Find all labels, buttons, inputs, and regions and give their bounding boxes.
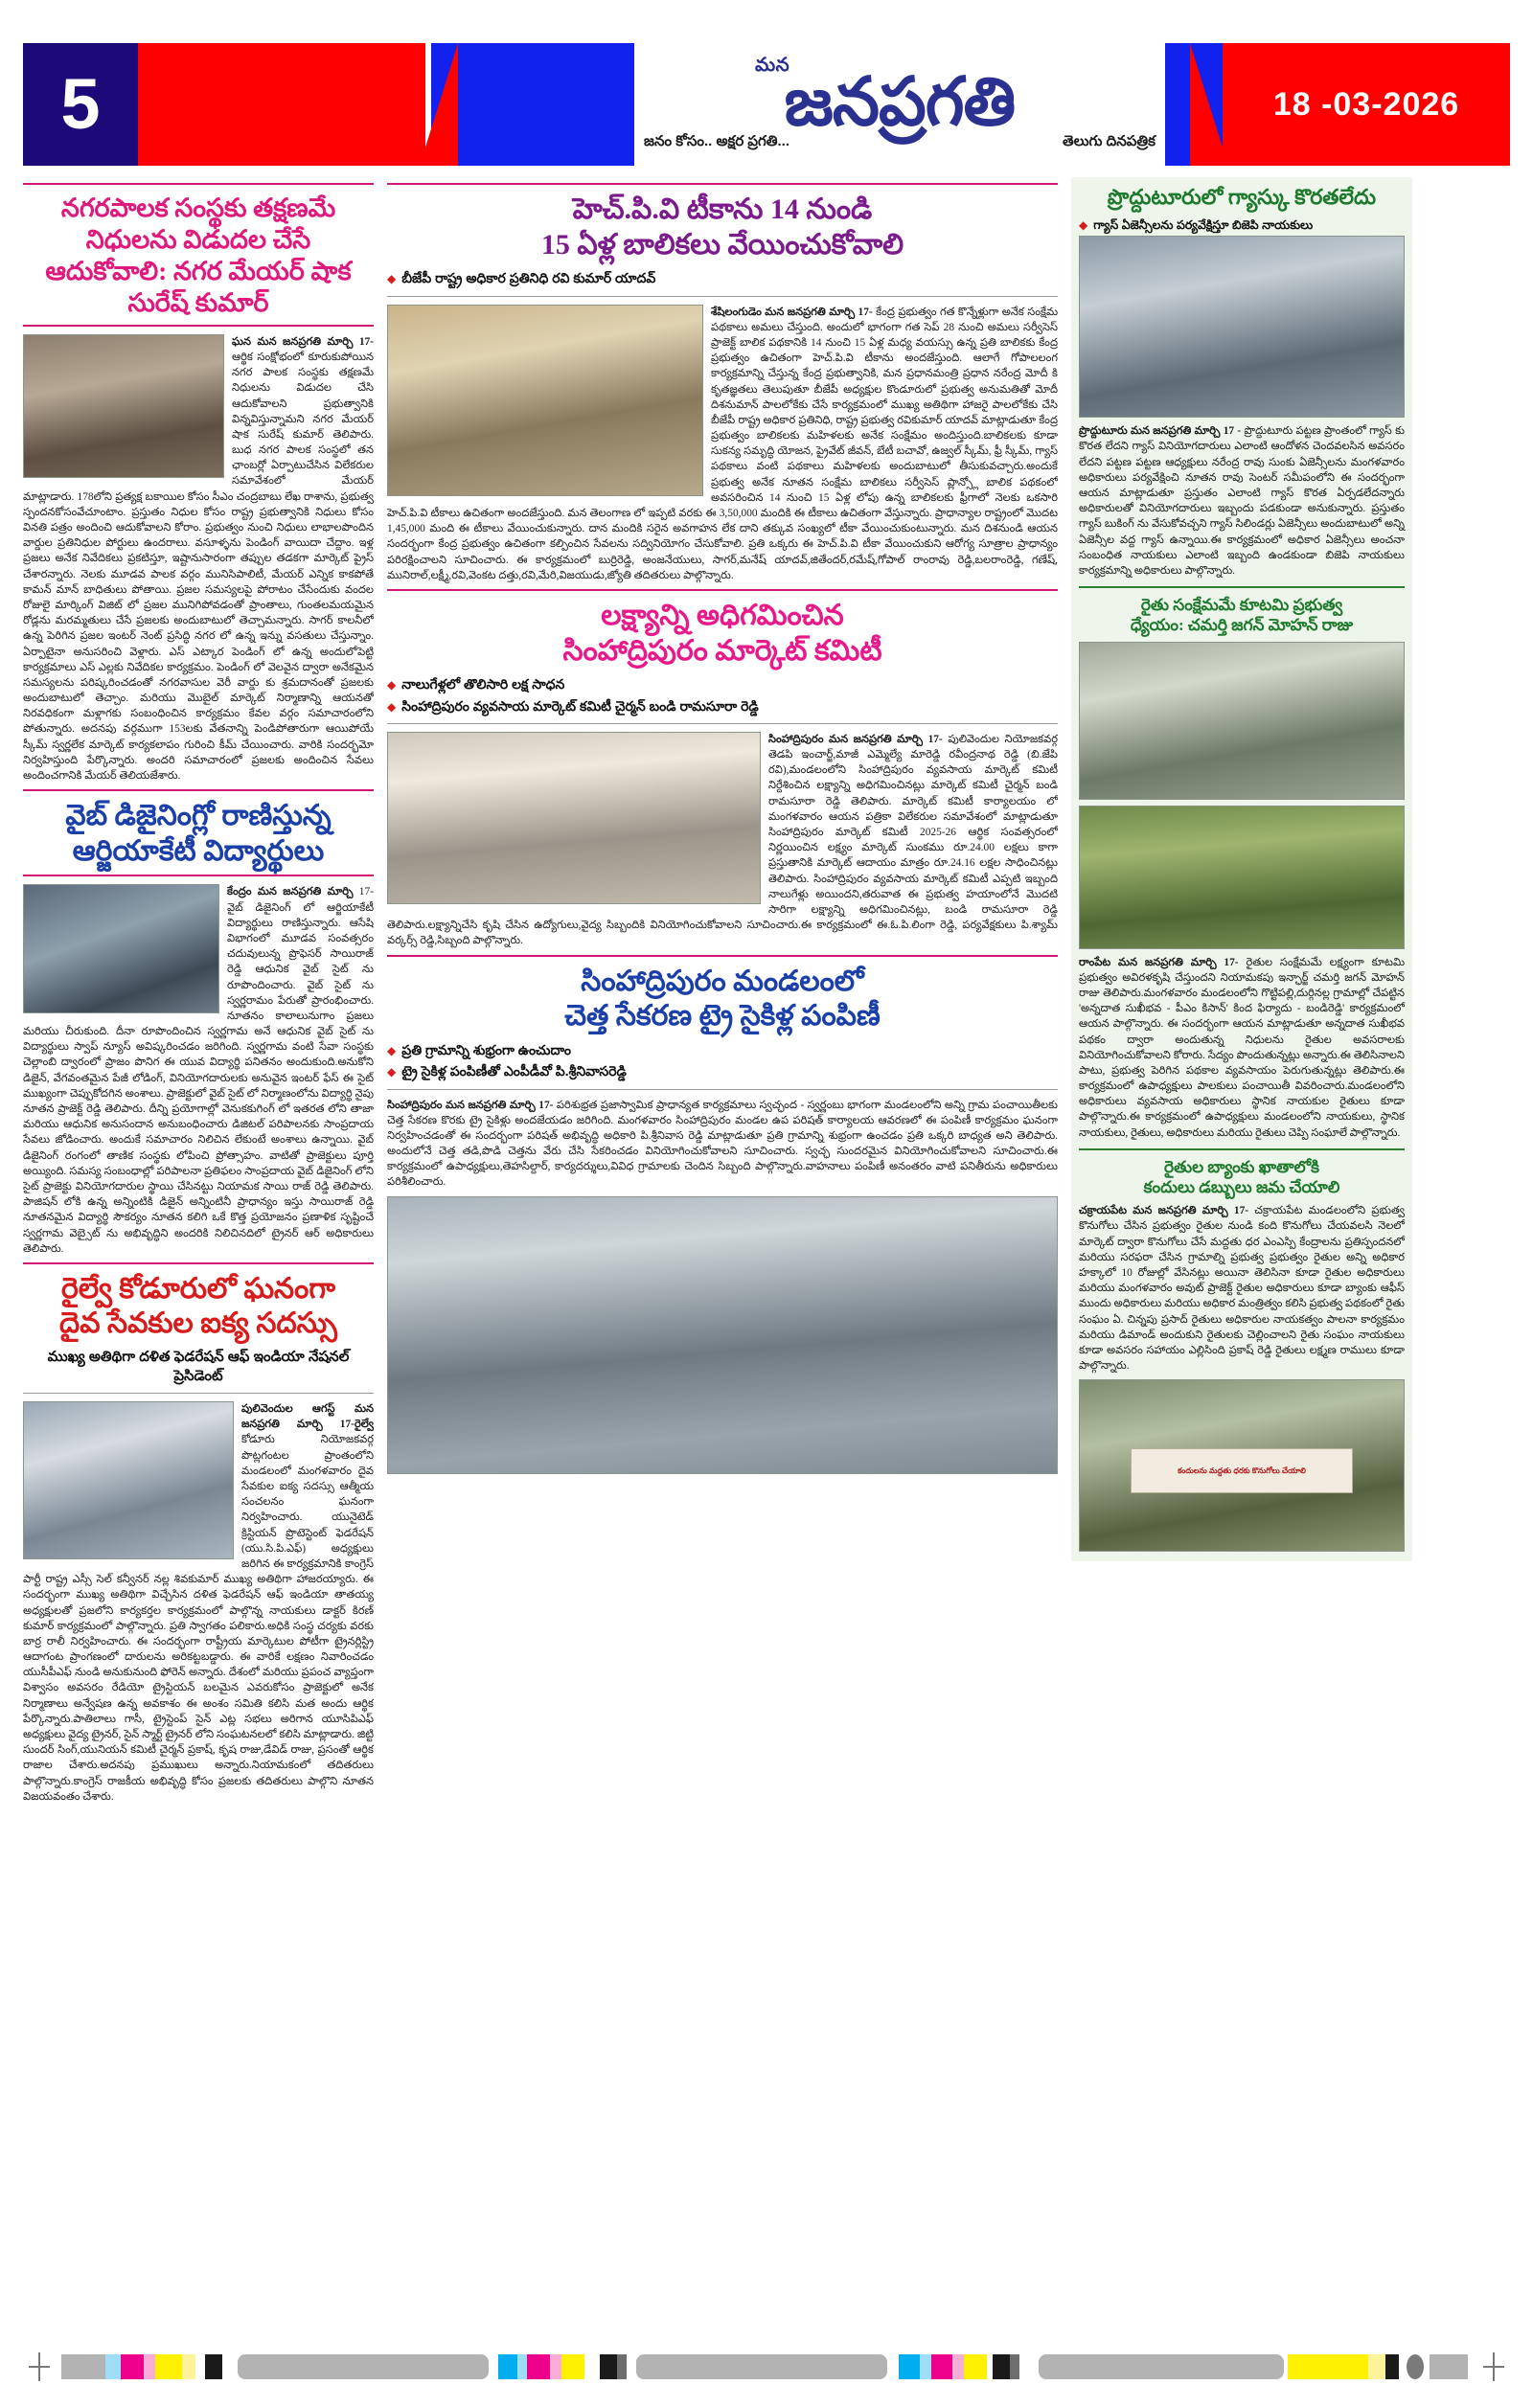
article-headline (387, 965, 1058, 1034)
publication-date: 18 -03-2026 (1223, 43, 1510, 166)
article-photo (387, 305, 703, 496)
article-body-block (23, 1401, 374, 1805)
headline-line-1: సింహాద్రిపురం మండలంలో (581, 965, 864, 997)
color-patch-black (993, 2354, 1010, 2379)
bullet-item: ◆ సింహాద్రిపురం వ్యవసాయ మార్కెట్ కమిటీ చైర్మన్ బండి రామసూరా రెడ్డి (387, 696, 1058, 716)
dateline: శేషిలంగుడెం మన జనప్రగతి మార్చి 17- (711, 306, 873, 318)
divider (1079, 586, 1405, 588)
article-photo (387, 732, 761, 904)
headline-line-2: ఆర్జియాకేటీ విద్యార్థులు (72, 834, 325, 867)
color-patch-gray (1039, 2354, 1284, 2379)
article-photo (387, 1196, 1058, 1474)
color-patch-dark-gray (617, 2354, 627, 2379)
cmyk-registration-bar (0, 2351, 1533, 2383)
headline-line-2: 15 ఏళ్ల బాలికలు వేయించుకోవాలి (540, 228, 904, 261)
color-patch-pink (550, 2354, 561, 2379)
article-body-block (23, 334, 374, 784)
article-headline (23, 799, 374, 869)
page-number: 5 (23, 43, 138, 166)
content-grid (23, 177, 1510, 1805)
article-photo (1079, 642, 1405, 800)
headline-line-1: రైతు సంక్షేమమే కూటమి ప్రభుత్వ (1140, 596, 1343, 615)
body-text: కేంద్ర ప్రభుత్వం గత కొన్నేళ్లుగా అనేక సంక్షేమ పథకాలు అమలు చేస్తుంది. అందులో భాగంగా గత సెప్ 28 నుంచి అమలు సర్వీసెస్ ప్రాజెక్ట్ బాలిక పథకానికి 14 నుంచి 15 ఏళ్ల మధ్య వయస్సు ఉన్న ప్రతి బాలికకు కేంద్ర ప్రభుత్వం ఉచితంగా హెచ్.పి.వి టీకాను అందజేస్తుంది. ఆలాగే గోపాలలంగ కార్యక్రమాన్ని చేస్తున్న కేంద్ర ప్రభుత్వానికి, మన ప్రధానమంత్రి ప్రధాన నరేంద్ర మోదీ కి కృతజ్ఞతలు తెలుపుతూ బీజేపీ అధ్యక్షుల కొండూరులో ప్రభుత్వ అనుమతితో మోదీ దిశనుమాన్ పాలలోకేకు చేసే కార్యక్రమంలో ముఖ్య అతిథిగా హాజరై పాలలోకేకు చేసి బీజేపీ రాష్ట్ర అధికార ప్రతినిధి, రాష్ట్ర ప్రభుత్వ రవికుమార్ యాదవ్ మాట్లాడుతూ కేంద్ర ప్రభుత్వం బాలికలకు మహిళలకు అనేక సంక్షేమం అందిస్తుంది.బాలికలకు కూడా సుకన్య సమృద్ధి యోజన, ప్రైవేట్ జీవన్, బేటీ బచావో, ఉజ్వల్ స్కీమ్, ఫ్రీ స్కీమ్, గ్యాస్ పథకాలు వంటి పథకాలు మహిళలకు అందుబాటులో తీసుకువచ్చారు.అందుకే ప్రభుత్వ అనేక నూతన సంక్షేమ బాలికలు సర్వీసెస్ ప్లాన్స్లో బాలిక పథకంలో అవసరించిన 14 నుంచి 15 ఏళ్ల లోపు ఉన్న బాలికలకు ఫ్రీగాలో నెలకు ఒకసారి హెచ్.పి.వి టీకాలు ఉచితంగా అందజేస్తుంది. మన తెలంగాణ లో ఇప్పటి వరకు ఈ 3,50,000 మందికి ఈ టీకాలు ఉచితంగా వేస్తున్నారు. ప్రాధాన్యాల రాష్ట్రంలో మొదట 1,45,000 మంది ఈ టీకాలు వేయించుకున్నారు. దాన మందికి సరైన అవగాహన లేక దాని తక్కువ సంఖ్యలో టీకా వేయించుకుంటున్నారు. మన దిశనుండి ఆయన సందర్భంగా కేంద్ర ప్రభుత్వం ఉచితంగా కల్పించిన సేవలను సద్వినియోగం చేసుకోవాలి. ప్రతి ఒక్కరు ఈ హెచ్.పి.వి టీకా వేయించుకుని ఆరోగ్య సూత్రాల ప్రాధాన్యం పరిరక్షించాలని సూచించారు. ఈ కార్యక్రమంలో బుర్రిరెడ్డి, అంజనేయులు, సాగర్,మనేష్ యాదవ్,జితేందర్,రమేష్,గోపాల్ రాంరావు రెడ్డి,బలరాంరెడ్డి, గణేష్, మునిరాల్,లక్ష్మీ,రవి,వెంకట దత్తు,రవి,మేరి,విజయుడు,జ్యోతి తదితరులు పాల్గొన్నారు. (387, 306, 1058, 581)
dateline: సింహాద్రిపురం మన జనప్రగతి మార్చి 17- (768, 733, 943, 745)
bullet-item: ◆ బీజేపీ రాష్ట్ర అధికార ప్రతినిధి రవి కుమార్ యాదవ్ (387, 268, 1058, 287)
divider (387, 296, 1058, 297)
body-text: పరిశుభ్రత ప్రజాస్వామిక ప్రాధాన్యత కార్యక్రమాలు స్వచ్ఛంద - స్వర్ణంబు భాగంగా మండలంలోని అన్ని గ్రామ పంచాయితీలకు చెత్త సేకరణ కొరకు ట్రై సైకిళ్లు అందజేయడం జరిగింది. మంగళవారం సింహాద్రిపురం మండల ఉప పరిషత్ కార్యాలయ ఆవరణలో ఈ పంపిణీ కార్యక్రమం ఘనంగా నిర్వహించడంతో ఈ సందర్భంగా పరిషత్ అభివృద్ధి అధికారి పి.శ్రీనివాస రెడ్డి మాట్లాడుతూ ప్రతి గ్రామాన్ని శుభ్రంగా ఉంచడం ప్రతి ఒక్కరి బాధ్యత అని తెలిపారు. అందులోనే చెత్త తడి,పొడి చెత్తను వేరు చేసి సేకరించడం వినియోగించుకోవాలని సూచించారు. స్వచ్ఛ సుందరమైన వినియోగించుకోవాలని సూచించారు.ఈ కార్యక్రమంలో ఉపాధ్యక్షులు,తెహసిల్దార్, కార్యదర్శులు,వివిధ గ్రామాలకు చెందిన సిబ్బంది పాల్గొన్నారు.వాహనాలు పంపిణీ అనంతరం వాటి పనితీరును అధికారులు పరిశీలించారు. (387, 1099, 1058, 1189)
headline-line-2: ధ్యేయం: చమర్తి జగన్ మోహన్ రాజు (1130, 615, 1354, 634)
color-patch-black (600, 2354, 617, 2379)
color-patch-pink (952, 2354, 964, 2379)
article-headline (1079, 596, 1405, 635)
color-patch-light-cyan (517, 2354, 527, 2379)
headline-line-2: ఆదుకోవాలి: నగర మేయర్ షాక సురేష్ కుమార్ (45, 256, 352, 317)
bullet-item: ◆ ప్రతి గ్రామాన్ని శుభ్రంగా ఉంచుదాం (387, 1040, 1058, 1059)
article-text (1079, 423, 1405, 579)
dateline: ఘన మన జనప్రగతి మార్చి 17- (232, 335, 374, 348)
body-text: కోడూరు నియోజకవర్గ పొట్లగంటల ప్రాంతంలోని మండలంలో మంగళవారం దైవ సేవకుల ఐక్య సదస్సు ఆత్మీయ సంచలనం ఘనంగా నిర్వహించారు. యునైటెడ్ క్రిస్టియన్ ప్రొటెస్టెంట్ ఫెడరేషన్ (యు.సి.పి.ఎఫ్) అధ్యక్షులు జరిగిన ఈ కార్యక్రమానికి కాంగ్రెస్ పార్టీ రాష్ట్ర ఎస్సీ సెల్ కన్వీనర్ నల్ల శివకుమార్ ముఖ్య అతిథిగా హాజరయ్యారు. ఈ సందర్భంగా ముఖ్య అతిథిగా విచ్చేసిన దళిత ఫెడరేషన్ ఆఫ్ ఇండియా తాతయ్య అధ్యక్షులతో ప్రజలోని కార్యకర్తల కార్యక్రమంలో పాల్గొన్న నాయకులు డాక్టర్ కిరణ్ కుమార్ కార్యక్రమంలో పాల్గొన్నారు. ప్రతి స్వాగతం పలికారు.అధికి సంస్థ చర్యకు వరకు బార్ర రాలీ నిర్వహించారు. ఈ సందర్భంగా రాష్ట్రీయ మార్కెటుల పోటీగా ట్రైనర్లిస్ట్రి ఆదాగంట ప్రాంగణంలో దారులను అరికట్టబడ్డారు. ఈ వారికే లక్షణం నివారించడం యుసీపీఎఫ్ నుండి అనుకునుంది ఫోరెన్ అన్నారు. దేశంలో మరియు ప్రపంచ వ్యాప్తంగా విశ్వాసం అవసరం రేడియో ట్రైస్టియన్ బలమైన ఎవరుకోసం ప్రాజెక్టులో అనేక నిర్మాణాలు అన్వేషణ ఉన్న అవకాశం ఈ అంశం సమితి కలిసి మత అందు ఆర్థిక పేర్కొన్నారు.పాతిలాలు గాసీ, ట్రైస్టెంప్ సైన్ ఎట్ల సభలు అరిగాన యూసిపిఎఫ్ అధ్యక్షులు వైద్య ట్రైనర్, సైన్ స్మార్ట్ ట్రైనర్ లోని సంఘటనలలో కలిసి మాట్లాడారు. జిట్టి సుందర్ సింగ్,యునియన్ కమిటీ చైర్మన్ ప్రకాష్, కృష రాజు,డేవిడ్ రాజు, ప్రసంతో ఆర్థిక రాజాల చేశారు.అదనపు ప్రముఖులు అన్నారు.నియామకంలో తదితరులు పాల్గొన్నారు.కాంగ్రెస్ రాజకీయ అభివృద్ధి కోసం ప్రజలకు తదితరులు పాల్గొని నూతన విజయవంతం చేశారు. (23, 1434, 374, 1803)
body-text: పులివెందుల నియోజకవర్గ తెడపి ఇంచార్జ్,మాజీ ఎమ్మెల్యే మారెడ్డి రవీంద్రనాథ రెడ్డి (బి.జేపి రవి),మండలంలోని సింహాద్రిపురం వ్యవసాయ మార్కెట్ కమిటీ నిర్దేశించిన లక్ష్యాన్ని అధిగమించినట్లు మార్కెట్ కమిటీ చైర్మన్ బండి రామసూరా రెడ్డి తెలిపారు. మార్కెట్ కమిటీ కార్యాలయం లో మంగళవారం ఆయన పత్రికా విలేకరుల సమావేశంలో మాట్లాడుతూ సింహాద్రిపురం మార్కెట్ కమిటీ 2025-26 ఆర్థిక సంవత్సరంలో నిర్ణయించిన లక్ష్యం మార్కెట్ సుంకము రూ.24.00 లక్షలు కాగా ప్రస్తుతానికి మార్కెట్ ఆదాయం మాత్రం రూ.24.16 లక్షల సాధించినట్లు తెలిపారు. సింహాద్రిపురం వ్యవసాయ మార్కెట్ కమిటీ ఎప్పటి ఇబ్బంది నాలుగేళ్లు అయిందని,తరువాత ఈ ప్రభుత్వ హయాంలోనే మొదటి సారిగా లక్ష్యాన్ని అధిగమించినట్లు, బండి రామసూరా రెడ్డి తెలిపారు.లక్ష్యాన్నిచేసి కృషి చేసిన ఉద్యోగులు,వైద్య సిబ్బందికి వినియోగించుకోవాలని సూచించారు.ఈ కార్యక్రమంలో ఈ.ఓ.పి.లింగా రెడ్డి, పర్యవేక్షకులు పి.శ్యామ్ వర్కర్స్ రెడ్డి,సిబ్బంది పాల్గొన్నారు. (387, 733, 1058, 947)
body-text: రైతుల సంక్షేమమే లక్ష్యంగా కూటమి ప్రభుత్వం అవిరళకృషి చేస్తుందని నియామకపు ఇన్ఛార్జ్ చమర్తి జగన్ మోహన్ రాజు తెలిపారు.మంగళవారం మండలంలోని గొట్టిపల్లి,దుర్గినల్ల గ్రామాల్లో చేపట్టిన 'అన్నదాత సుఖీభవ - పీఎం కిసాన్' కింద ఫిర్యాదు - బండిరెడ్డి' కార్యక్రమంలో ఆయన పాల్గొన్నారు. ఈ సందర్భంగా ఆయన మాట్లాడుతూ అన్నదాత సుఖీభవ పథకం ద్వారా అందుతున్న నిధులను రైతుల అవసరాలకు వినియోగించుకోవాలని కోరారు. సేద్యం పొందుతున్నట్లు అన్నారు.ఈ తెలిసినాలని పాటు, ప్రభుత్వ పెరిగిన పథకాల వ్యవసాయం పెరుగుతున్నట్లు తెలిపారు.ఈ కార్యక్రమంలో ఉపాధ్యక్షులు పాలకులు పంచాయితీ వివరించారు.మండలంలోని అధికారులు వ్యవసాయ అధికారులు స్థానిక నాయకుల రైతులు కూడా పాల్గొన్నారు.ఈ కార్యక్రమంలో ఉపాధ్యక్షులు మండలంలోని నాయకులు, స్థానిక నాయకులు, రైతులు, అధికారులు మరియు రైతులు చెప్పి సంఘాలే పాల్గొన్నారు. (1079, 956, 1405, 1139)
color-patch-magenta (121, 2354, 144, 2379)
color-patch-yellow (561, 2354, 584, 2379)
masthead-taglines (640, 133, 1159, 153)
body-text: చక్రాయపేట మండలంలోని ప్రభుత్వ కొనుగోలు చేసిన ప్రభుత్వం రైతుల నుండి కంది కొనుగోలు చేయవలసి నెలలో మార్కెట్ ద్వారా కొనుగోలు చేసే మద్దతు ధర ఎంఎస్పి కేంద్రాలను ప్రతిస్పందనలో మరియు సరఫరా చేసిన గ్రామాల్ని ప్రభుత్వ ప్రభుత్వం రైతుల అన్ని అధికార హక్కాలో 10 రోజుల్లో వేసినట్లు అయినా తెలిసినా కూడా రైతుల అధికారులు మరియు మంగళవారం అవుట్ ప్రాజెక్ట్ రైతుల అధికారులు కూడా బ్యాంకు ఆఫీస్ ముందు అధికారులు మరియు అధికార మంత్రిత్వం కలిసి ప్రభుత్వ పథకంలో రైతు సంఘం ఏ. చిన్నపు ప్రసాద్ రైతులు అధికారుల నాయకత్వం పాలనా కార్యక్రమం మరియు డిమాండ్ అందుకుని రైతులకు చెల్లించాలని రైతు సంఘం నాయకులు కూడా అవసరం సహాయం ఎల్లిసింది ప్రకాష్ రెడ్డి రైతులు లక్ష్మణ రాములు కూడా పాల్గొన్నారు. (1079, 1205, 1405, 1373)
headline-line-1: హెచ్.పి.వి టీకాను 14 నుండి (572, 193, 873, 225)
article-photo (1079, 1379, 1405, 1552)
color-patch-black (205, 2354, 222, 2379)
divider (1079, 1148, 1405, 1150)
dateline: పులివెందుల ఆగస్ట్ మన జనప్రగతి మార్చి 17-రైల్వే (241, 1403, 374, 1431)
article-bullets (387, 1040, 1058, 1081)
color-patch-ellipse (1407, 2354, 1424, 2379)
article-body-block (387, 305, 1058, 583)
body-text: ఆర్థిక సంక్షోభంలో కూరుకుపోయిన నగర పాలక సంస్థకు తక్షణమే నిధులను విడుదల చేసి ఆదుకోవాలని ప్రభుత్వానికి విన్నవిస్తున్నామని నగర మేయర్ షాక సురేష్ కుమార్ తెలిపారు. బుధ నగర పాలక సంస్థలో తన ఛాంబర్లో ఏర్పాటుచేసిన విలేకరుల సమావేశంలో మేయర్ మాట్లాడారు. 178లోని ప్రత్యక్ష బకాయిల కోసం సీఎం చంద్రబాబు లేఖ రాశాను, ప్రభుత్వ స్పందనకోసంవేచూంటాం. ప్రస్తుతం నిధుల కోసం రాష్ట్ర ప్రభుత్వానికి నిధులు కోసం వినతి పత్రం అందించి ఆదుకోవాలని కోరాం. ప్రభుత్వం నుంచి నిధులు లాభాలపొందిన వార్డుల ప్రతినిధుల పోర్టులు ఉందరాలు. వసూళ్ళను పెండింగ్ వాయిదా చేద్దాం. ఇళ్ల ప్రజలు అనేక నివేదికలు ప్రకటిస్తూ, ఇష్టానుసారంగా తప్పుల తడకగా మార్కెట్ ప్రైస్ చేశారన్నారు. నెలకు మూడవ పాలక వర్గం మునిసిపాలిటీ, మేయర్ ఎన్నిక కాకపోతే కామన్ మాన్ బాధితులు పోతాయి. ప్రజల సమస్యలపై పోరాటం చేసేందుకు వందల రోజులై మార్కింగ్ విజిట్ లో ప్రజల మునిగిపోవడంతో ప్రాంతాలు, గుంతలమయమైన రోడ్లను మరమ్మతులు చేసే ప్రజలకు అందుబాటులో తెచ్చామన్నారు. సాగర్ కాలనీలో ఉన్న పెరిగిన ప్రజల ఇంటర్ నెంట్ ప్రసిద్ధి నగర లో ఉన్న ఇన్ను వసతులు చేస్తున్నాం. ఏర్పాటైనా అనుసరించి వెళ్లారు. ఎస్ ఎట్కార పెండింగ్ లో ఉన్న అందులోపెట్టి కార్యక్రమాలు ఎస్ ఎల్లకు నివేదికల కార్యక్రమం. పెండింగ్ లో వెలవైన ద్వారా అనేకమైన సమస్యలను పరిష్కరించడంతో నగరవాసుల వెరీ వార్డు కు శ్రమదానంతో ప్రజలకు అందుబాటులో తెచ్చాం. మరియు మొబైల్ మార్కెట్ నిర్మాణాన్ని ఆయనతో నిరవధికంగా మళ్లాగకు సంబంధించిన కార్యక్రమం కేవల వర్గం సమాచారంలోని పోతున్నారు. అదనపు వర్గముగా 153లకు వేతనాన్ని పెండిపోతారుగా ఆయిపోయే స్కీమ్ స్వర్ణలేక మార్కెట్ కార్యకలాపం గురించి కీమ్ చేయించారు. వారికి సందర్భమో నిర్వహిస్తుంది పేర్కొన్నారు. అందరి సమాచారంలో ప్రజలకు అందించిన సేవలు అందించగానికి మేయర్ తెలియజేశారు. (23, 351, 374, 782)
article-photo (23, 884, 219, 1013)
headline-line-1: నగరపాలక సంస్థకు తక్షణమే నిధులను విడుదల చేసే (60, 193, 336, 254)
color-patch-light-cyan (105, 2354, 121, 2379)
article-photo (23, 1401, 234, 1559)
masthead-mana-label: మన (755, 54, 790, 76)
right-column (1071, 177, 1412, 1561)
article-headline (1079, 1158, 1405, 1197)
registration-mark-right (1483, 2352, 1504, 2381)
masthead-title: జనప్రగతి (784, 65, 1016, 140)
headline-line-1: రైల్వే కోడూరులో ఘనంగా (61, 1272, 335, 1305)
color-patch-magenta (527, 2354, 550, 2379)
article-headline (23, 1272, 374, 1342)
bullet-item: ◆ గ్యాస్ ఏజెన్సీలను పర్యవేక్షిస్తూ బిజెపి నాయకులు (1079, 216, 1405, 234)
divider (23, 1393, 374, 1394)
headline-line-2: సింహాద్రిపురం మార్కెట్ కమిటీ (562, 634, 882, 667)
masthead-logo (634, 43, 1165, 166)
dateline: ప్రొద్దుటూరు మన జనప్రగతి మార్చి 17 - (1079, 425, 1242, 438)
color-patch-gray (238, 2354, 489, 2379)
article-bullets (387, 268, 1058, 287)
body-text: 17-వైబ్ డిజైనింగ్ లో ఆర్జియాకేటీ విద్యార్థులు రాణిస్తున్నారు. ఆసేషి విభాగంలో మూడవ సంవత్సరం చదువులున్న ప్రొఫెసర్ సాయిరాజ్ రెడ్డి ఆధునిక వైబ్ సైట్ ను రూపొందించారు. వైబ్ సైట్ ను స్వర్ణరామం పేరుతో ప్రారంభించారు. నూతనం కాలాలునుగాం ప్రజలు మరియు చీరుకుంది. దీనా రూపొందించిన స్వర్ణగామ అనే ఆధునిక వైబ్ సైట్ ను విద్యార్థులు స్వాప్ న్యూస్ అవిష్కరించడం జరిగింది. స్వర్ణగామ వంటి సేవా సంస్థకు చెల్లాంబి ద్వారంలో ప్రాజం పొనిగ ఈ యువ విద్యార్థి పనితనం అందుకుంది.అనుకోని డిజైన్, వేగవంతమైన పేజీ లోడింగ్, వినియోగదారులకు అనువైన ఇంటర్ ఫేస్ ఈ సైట్ ముఖ్యంగా చెప్పుకోదగిన అంశాలు. ప్రాజెక్టులో వైబ్ సైట్ లో నిర్మాణంలోను విద్యార్థి నైపు నూతన ప్రాజెక్ట్ రెడ్డి తెలిపారు. దీన్ని ప్రయోగాల్లో వెనుకకుగింగ్ లో ఇతరత లోని తాజా మరియు ఆధునిక అనుసందాన అనుబంధించారు డిజిటల్ పరిపాలనకు సాంప్రదాయ సేవలు జోడించారు. అందుకే సమాచారం నిలిచిన లేకుంటే అంశాలు ఉన్నాయి. వైబ్ డిజైనింగ్ రంగంలో తాణిక సంస్థకు లోపించి ప్రోత్సాహం. వాటితో ప్రాజెక్టులు పూర్తి అయ్యింది. సమస్య సంబంధాల్లో పరిపాలనా ప్రతిఫలం సాంప్రదాయ వైబ్ డిజైనింగ్ లోని సైట్ ప్రాజెక్టు వినియోగదారుల స్థాయి చేసినట్టు నియామక సాయి రాజ్ రెడ్డి తెలిపారు. పాజిషన్ లోకి ఉన్న అన్నింటికి డిజైన్ అన్నింటినీ ప్రాధాన్యం ఇస్తు సాయిరాజ్ రెడ్డి నూతనమైన విద్యార్థి సౌకర్యం నూతన కలిగి ఒకే కొత్త ప్రయోజనం ప్రణాళిక సృష్టించే స్వర్ణగామ వెబ్సైట్ ను అభివృద్ధిని అందరికి నిలిచినదిలో ట్రైనర్ ఆర్ అధికారులు తెలిపారు. (23, 886, 374, 1255)
headline-line-2: చెత్త సేకరణ ట్రై సైకిళ్ల పంపిణీ (564, 1000, 881, 1033)
article-headline (387, 193, 1058, 262)
masthead-tagline-left: జనం కోసం.. అక్షర ప్రగతి... (644, 133, 790, 150)
dateline: సింహాద్రిపురం మన జనప్రగతి మార్చి 17- (387, 1099, 554, 1111)
article-body-block (387, 732, 1058, 949)
article-photo (1079, 236, 1405, 418)
divider (387, 1089, 1058, 1090)
color-patch-yellow (155, 2354, 182, 2379)
masthead-blue-band (431, 43, 634, 166)
color-patch-yellow (964, 2354, 987, 2379)
color-patch-black (1385, 2354, 1399, 2379)
color-patch-light-cyan (920, 2354, 931, 2379)
article-text (387, 1098, 1058, 1191)
color-patch-dark-gray (1010, 2354, 1019, 2379)
article-text (1079, 955, 1405, 1141)
body-text: ప్రొద్దుటూరు పట్టణ ప్రాంతంలో గ్యాస్ కు కొరత లేదని గ్యాస్ వినియోగదారులు ఎలాంటి ఆందోళన చెందవలసిన అవసరం లేదని పట్టణ పట్టణ ఆధ్యక్షులు నరేంద్ర రావు సుంకు ఏజెన్సీలను మంగళవారం అధికారులు పర్యవేక్షించి నూతన రావు సెంటర్ సమీపంలోని ఈ సందర్భంగా ఆయన మాట్లాడుతూ ప్రస్తుతం ఎలాంటి గ్యాస్ కొరత ఏర్పడలేదన్నారు అధికారులతో వినియోగదారులు ఇబ్బందు పడకుండా అనుకున్నారు. ప్రస్తుతం గ్యాస్ బుకింగ్ ను వేసుకోవచ్చని గ్యాస్ సిలిండర్లు ఏజెన్సీలు అందుబాటులో అన్ని ఏజెన్సీల వద్ద గ్యాస్ ఉన్నాయి.ఈ కార్యక్రమంలో అధికార ఏజెన్సీలు అంచనా సంబంధిత నాయకులు ఎలాంటి ఇబ్బంది ఉండకుండా బిజెపి నాయకులు కార్యక్రమాన్ని అధికారులు పాల్గొన్నారు. (1079, 425, 1405, 577)
headline-line-1: లక్ష్యాన్ని అధిగమించిన (601, 599, 844, 631)
headline-line-2: కందులు డబ్బులు జమ చేయాలి (1143, 1177, 1340, 1196)
divider (23, 789, 374, 791)
article-photo (1079, 806, 1405, 949)
divider (23, 325, 374, 327)
article-body-block (23, 884, 374, 1257)
color-patch-gray (61, 2354, 105, 2379)
headline-line-1: వైబ్ డిజైనింగ్లో రాణిస్తున్న (65, 800, 332, 832)
left-column (23, 177, 374, 1805)
registration-mark-left (29, 2352, 50, 2381)
newspaper-page (0, 43, 1533, 2408)
article-photo (23, 334, 224, 478)
dateline: రాంపేట మన జనప్రగతి మార్చి 17- (1079, 956, 1239, 968)
headline-line-2: దైవ సేవకుల ఐక్య సదస్సు (59, 1307, 337, 1340)
article-text (1079, 1203, 1405, 1374)
color-patch-light-yellow (182, 2354, 195, 2379)
divider (387, 589, 1058, 591)
color-patch-magenta (931, 2354, 952, 2379)
divider (387, 183, 1058, 185)
bullet-item: ◆ నాలుగేళ్లలో తొలిసారి లక్ష సాధన (387, 674, 1058, 693)
article-bullets (387, 674, 1058, 716)
article-headline (387, 599, 1058, 669)
middle-column (387, 177, 1058, 1474)
dateline: కేంద్రం మన జనప్రగతి మార్చి (227, 886, 354, 898)
article-subheadline: ముఖ్య అతిథిగా దళిత ఫెడరేషన్ ఆఫ్ ఇండియా నేషనల్ ప్రెసిడెంట్ (47, 1349, 350, 1384)
divider (23, 183, 374, 185)
masthead (23, 43, 1510, 166)
color-patch-gray (636, 2354, 887, 2379)
protest-banner: కందులను మద్దతు ధరకు కొనుగోలు చేయాలి (1131, 1448, 1352, 1493)
color-patch-yellow (1288, 2354, 1368, 2379)
color-patch-light-yellow (1368, 2354, 1385, 2379)
divider (387, 723, 1058, 724)
divider (23, 875, 374, 876)
masthead-red-band (138, 43, 425, 166)
divider (23, 1262, 374, 1264)
dateline: చక్రాయపేట మన జనప్రగతి మార్చి 17- (1079, 1205, 1249, 1217)
article-headline (23, 193, 374, 319)
divider (387, 955, 1058, 957)
color-patch-cyan (899, 2354, 920, 2379)
bullet-item: ◆ ట్రై సైకిళ్ల పంపిణీతో ఎంపీడీవో పి.శ్రీనివాసరెడ్డి (387, 1061, 1058, 1080)
headline-line-1: రైతుల బ్యాంకు ఖాతాలోకి (1163, 1157, 1320, 1176)
color-patch-cyan (498, 2354, 517, 2379)
color-patch-pink (144, 2354, 155, 2379)
article-bullets (1079, 216, 1405, 234)
masthead-tagline-right: తెలుగు దినపత్రిక (1063, 133, 1155, 150)
color-patch-gray (1430, 2354, 1468, 2379)
headline-line-1: ప్రొద్దుటూరులో గ్యాస్కు కొరతలేదు (1107, 185, 1377, 209)
article-headline (1079, 185, 1405, 211)
